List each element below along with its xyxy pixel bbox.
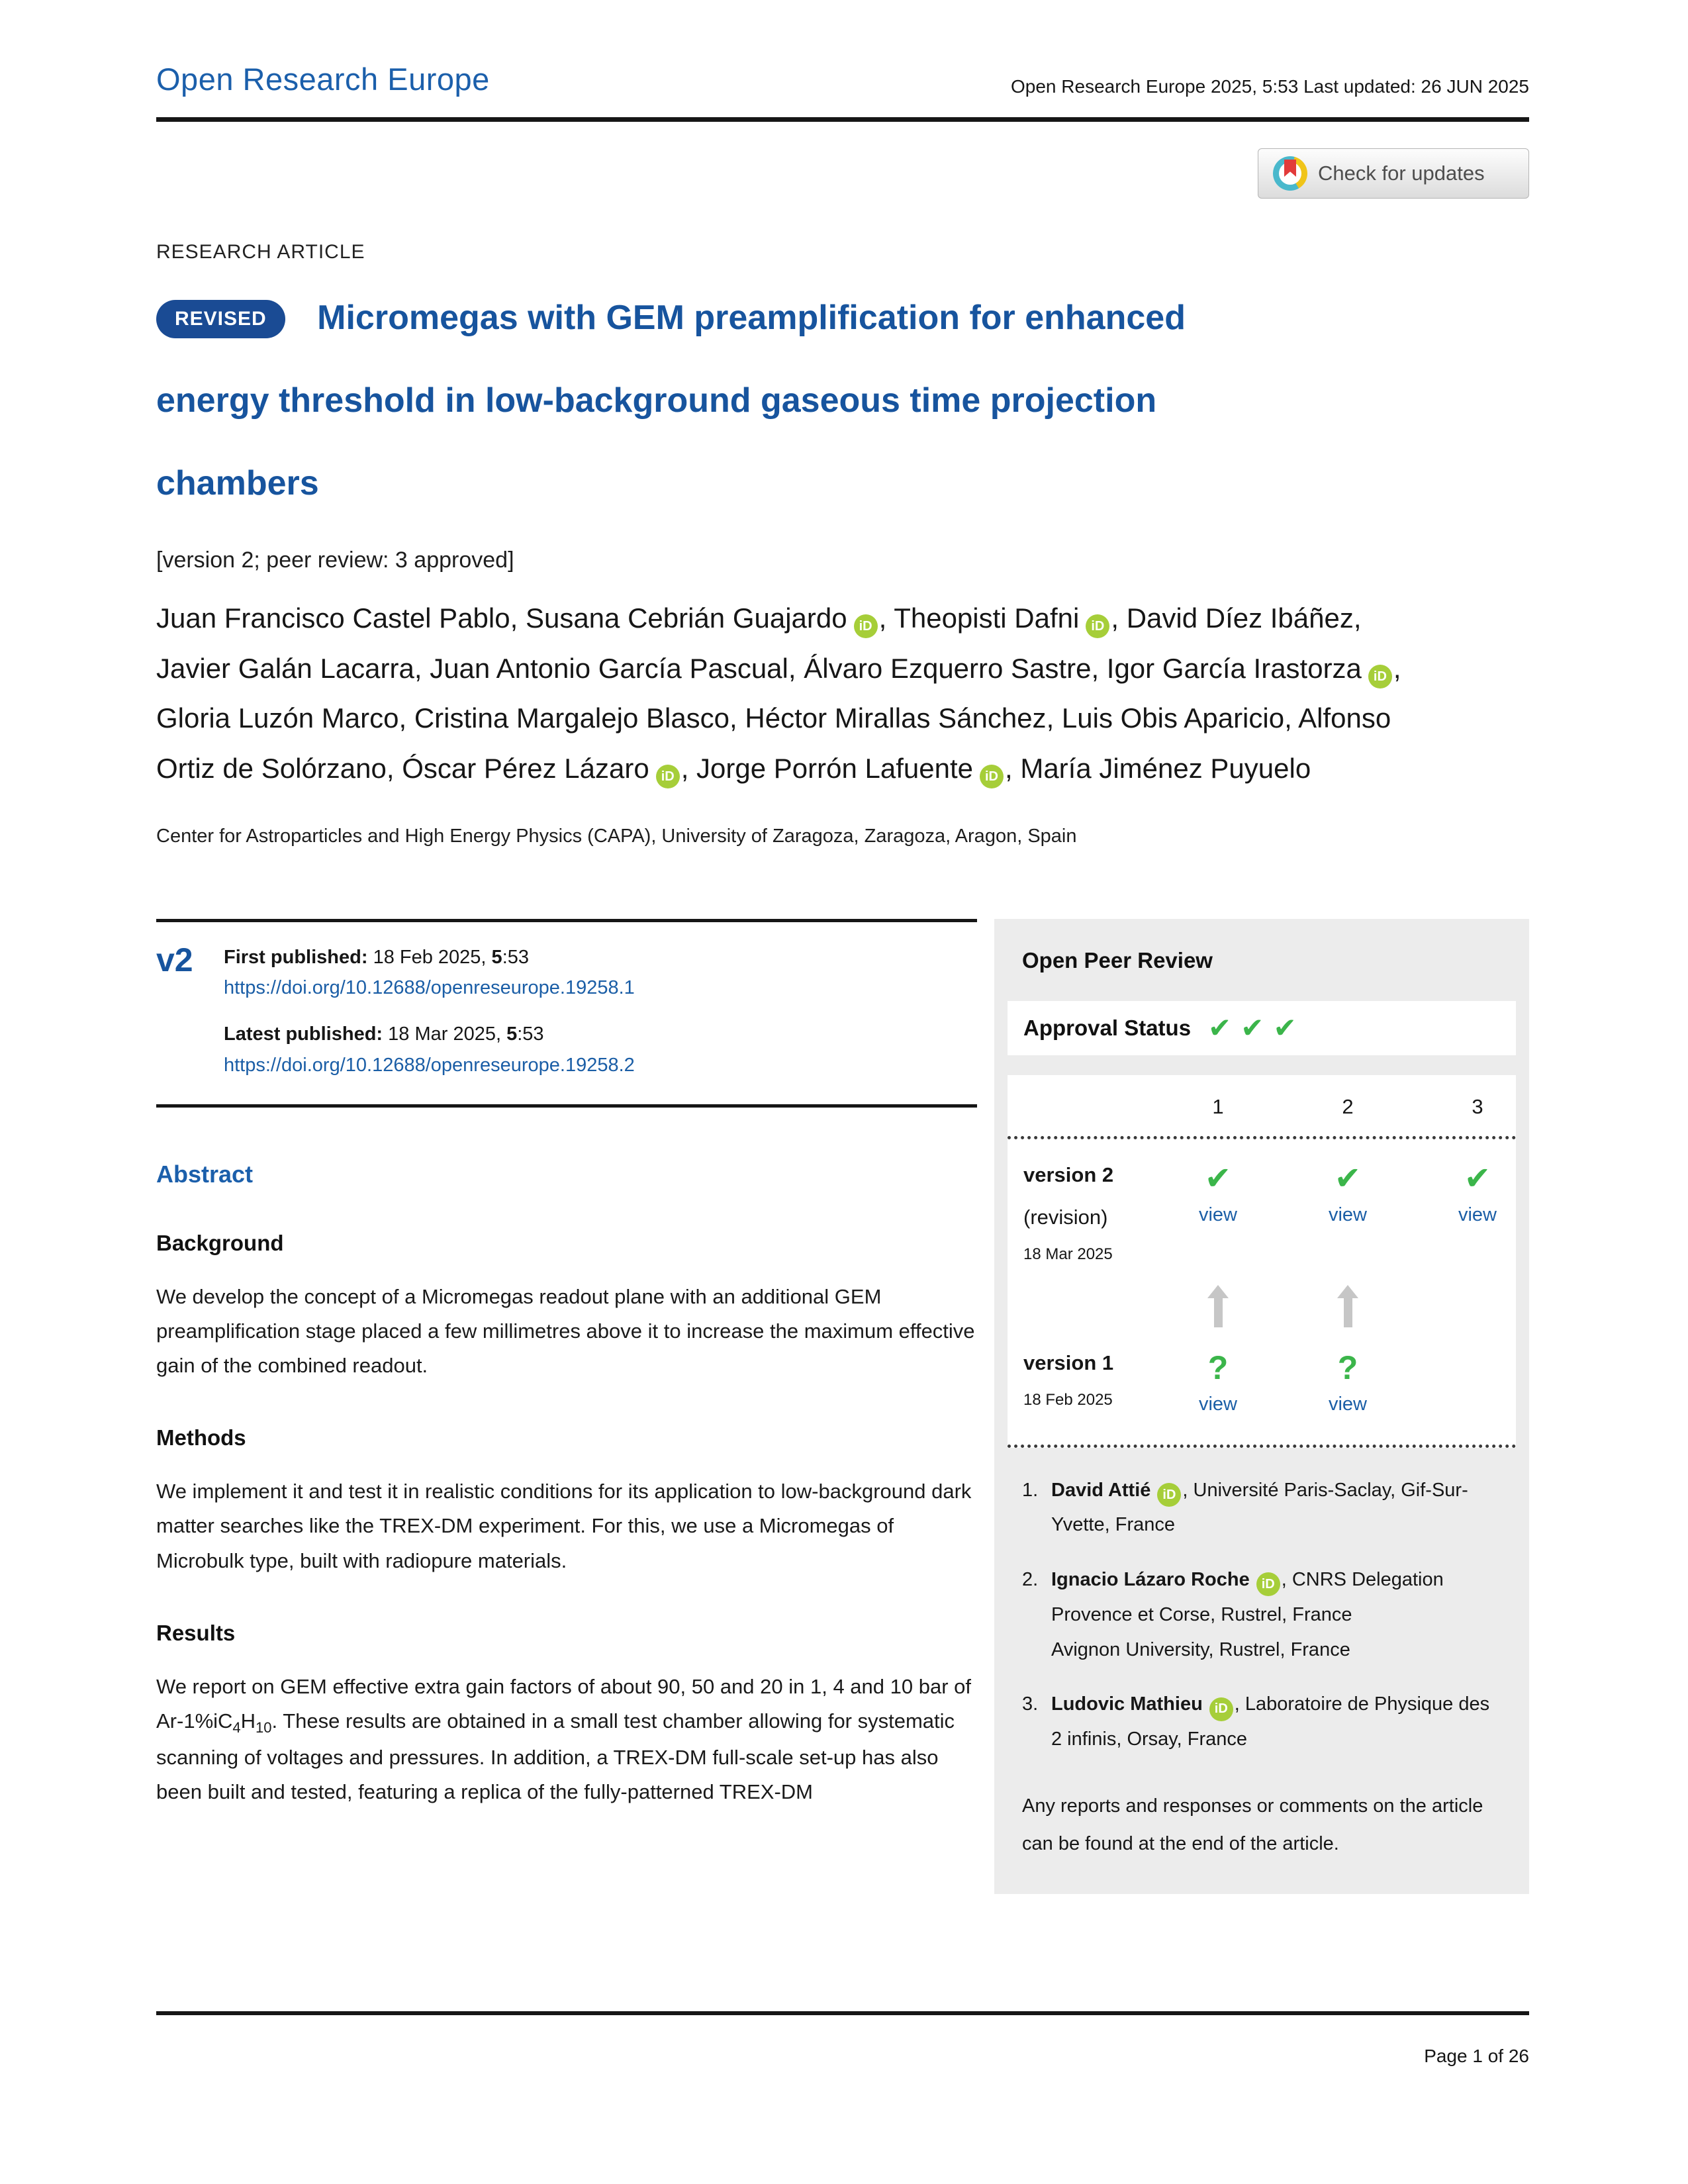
check-icon: ✔ [1273, 1012, 1297, 1043]
page-header [156, 61, 1529, 117]
publication-info-box [156, 919, 977, 1108]
up-arrow-icon [1283, 1285, 1413, 1327]
check-icon: ✔ [1204, 1161, 1232, 1196]
orcid-icon[interactable]: iD [980, 765, 1004, 788]
header-rule [156, 117, 1529, 122]
view-report-link[interactable]: view [1328, 1393, 1367, 1415]
reviewer-affiliation-2: Avignon University, Rustrel, France [1051, 1638, 1350, 1660]
view-report-link[interactable]: view [1328, 1204, 1367, 1225]
first-published-line: First published: 18 Feb 2025, 5:53 [224, 946, 530, 968]
orcid-icon[interactable]: iD [1256, 1572, 1280, 1596]
reviewer-column-2: 2 [1342, 1094, 1354, 1118]
reviewer-column-1: 1 [1212, 1094, 1224, 1118]
author-name: Luis Obis Aparicio [1061, 702, 1285, 734]
background-heading: Background [156, 1231, 284, 1256]
title-line-1: Micromegas with GEM preamplification for enhanced [317, 299, 1186, 337]
title-line-3: chambers [156, 463, 319, 502]
footer-rule [156, 2011, 1529, 2015]
version-2-date: 18 Mar 2025 [1023, 1245, 1113, 1263]
author-name: Alfonso Ortiz de Solórzano [156, 702, 1391, 784]
crossmark-icon [1273, 156, 1307, 191]
check-for-updates-button[interactable] [1258, 148, 1529, 199]
version-note: [version 2; peer review: 3 approved] [156, 547, 514, 573]
approval-status-label: Approval Status [1023, 1015, 1192, 1040]
reviewer-number: 3. [1022, 1693, 1039, 1715]
revision-arrows-row [1008, 1268, 1516, 1347]
check-icon: ✔ [1241, 1012, 1264, 1043]
author-name: Gloria Luzón Marco [156, 702, 399, 734]
orcid-icon[interactable]: iD [1209, 1697, 1233, 1721]
reviewer-affiliation: , Université Paris-Saclay, Gif-Sur-Yvette, France [1051, 1479, 1468, 1536]
author-name: María Jiménez Puyuelo [1020, 753, 1311, 784]
reviewer-affiliation: , CNRS Delegation Provence et Corse, Rustrel, France [1051, 1569, 1444, 1625]
reviewer-affiliation: , Laboratoire de Physique des 2 infinis, Orsay, France [1051, 1693, 1490, 1750]
methods-heading: Methods [156, 1425, 246, 1450]
author-name: Héctor Mirallas Sánchez [745, 702, 1047, 734]
author-name: Juan Francisco Castel Pablo [156, 602, 510, 634]
orcid-icon[interactable]: iD [854, 614, 878, 638]
check-icon: ✔ [1208, 1012, 1232, 1043]
author-name: Álvaro Ezquerro Sastre [804, 652, 1092, 684]
author-name: Susana Cebrián Guajardo [525, 602, 847, 634]
reports-note: Any reports and responses or comments on the article can be found at the end of the article. [1022, 1795, 1483, 1854]
author-name: Óscar Pérez Lázaro [402, 753, 649, 784]
review-version-table [1008, 1075, 1516, 1448]
version-tag: v2 [156, 941, 193, 978]
reviewer-name: Ignacio Lázaro Roche [1051, 1569, 1250, 1591]
open-peer-review-box [994, 919, 1529, 1894]
version-1-date: 18 Feb 2025 [1023, 1390, 1113, 1409]
author-name: David Díez Ibáñez [1126, 602, 1354, 634]
latest-published-line: Latest published: 18 Mar 2025, 5:53 [224, 1023, 544, 1045]
revised-badge: REVISED [156, 300, 285, 338]
question-icon: ? [1207, 1349, 1229, 1386]
author-list: Juan Francisco Castel Pablo, Susana Cebrián Guajardo iD , Theopisti Dafni iD , David Díez Ibáñez, Javier Galán Lacarra, Juan Antonio García Pascual, Álvaro Ezquerro Sastre, Igor García Irastorza iD , Gloria Luzón Marco, Cristina Margalejo Blasco, Héctor Mirallas Sánchez, Luis Obis Aparicio, Alfonso Ortiz de Solórzano, Óscar Pérez Lázaro iD , Jorge Porrón Lafuente iD , María Jiménez Puyuelo [156, 593, 1440, 793]
affiliation: Center for Astroparticles and High Energy Physics (CAPA), University of Zaragoza, Zaragoza, Aragon, Spain [156, 825, 1077, 847]
orcid-icon[interactable]: iD [1157, 1483, 1181, 1507]
latest-doi-link[interactable]: https://doi.org/10.12688/openreseurope.19258.2 [224, 1054, 635, 1076]
reviewer-name: David Attié [1051, 1479, 1151, 1501]
author-name: Jorge Porrón Lafuente [696, 753, 973, 784]
approval-checks [1208, 1014, 1297, 1042]
version-1-row [1008, 1347, 1516, 1445]
view-report-link[interactable]: view [1458, 1204, 1497, 1225]
background-text: We develop the concept of a Micromegas readout plane with an additional GEM preamplification stage placed a few millimetres above it to increase the maximum effective gain of the combined readout. [156, 1285, 975, 1378]
reviewer-name: Ludovic Mathieu [1051, 1693, 1203, 1715]
orcid-icon[interactable]: iD [1086, 614, 1109, 638]
view-report-link[interactable]: view [1198, 1204, 1237, 1225]
version-2-row [1008, 1139, 1516, 1268]
question-icon: ? [1337, 1349, 1358, 1386]
author-name: Juan Antonio García Pascual [430, 652, 788, 684]
version-2-label: version 2 [1023, 1163, 1114, 1186]
reviewer-item [1022, 1562, 1501, 1667]
view-report-link[interactable]: view [1198, 1393, 1237, 1415]
title-line-2: energy threshold in low-background gaseous time projection [156, 381, 1157, 420]
orcid-icon[interactable]: iD [1368, 665, 1392, 688]
article-type-label: RESEARCH ARTICLE [156, 241, 365, 263]
check-icon: ✔ [1464, 1161, 1491, 1196]
reviewer-number: 1. [1022, 1479, 1039, 1501]
check-icon: ✔ [1334, 1161, 1362, 1196]
version-2-qualifier: (revision) [1023, 1205, 1108, 1229]
orcid-icon[interactable]: iD [656, 765, 680, 788]
page-number: Page 1 of 26 [1424, 2046, 1529, 2066]
up-arrow-icon [1153, 1285, 1283, 1327]
results-heading: Results [156, 1620, 236, 1645]
journal-logo: Open Research Europe [156, 62, 490, 97]
abstract-heading: Abstract [156, 1161, 254, 1188]
reviewer-column-3: 3 [1472, 1094, 1483, 1118]
first-doi-link[interactable]: https://doi.org/10.12688/openreseurope.19258.1 [224, 976, 635, 998]
reviewer-list [1022, 1473, 1501, 1757]
page-footer [156, 2011, 1529, 2067]
author-name: Igor García Irastorza [1106, 652, 1362, 684]
approval-status-row [1008, 1001, 1516, 1055]
author-name: Theopisti Dafni [894, 602, 1080, 634]
author-name: Javier Galán Lacarra [156, 652, 414, 684]
reviewer-item [1022, 1687, 1501, 1757]
article-title [156, 277, 1529, 524]
citation-line: Open Research Europe 2025, 5:53 Last updated: 26 JUN 2025 [1011, 76, 1529, 97]
reviewer-columns-header [1008, 1075, 1516, 1139]
open-peer-review-heading: Open Peer Review [1022, 947, 1213, 973]
author-name: Cristina Margalejo Blasco [414, 702, 730, 734]
reviewer-number: 2. [1022, 1569, 1039, 1591]
version-1-label: version 1 [1023, 1351, 1114, 1374]
methods-text: We implement it and test it in realistic conditions for its application to low-background dark matter searches like the TREX-DM experiment. For this, we use a Micromegas of Microbulk type, built with radiopure materials. [156, 1480, 972, 1572]
reviewer-item [1022, 1473, 1501, 1543]
results-text: We report on GEM effective extra gain factors of about 90, 50 and 20 in 1, 4 and 10 bar of $Ar-1\%iC_4H_{10}$. These results are obtained in a small test chamber allowing for systematic scanning of voltages and pressures. In addition, a TREX-DM full-scale set-up has also been built and tested, featuring a replica of the fully-patterned TREX-DM [156, 1674, 972, 1803]
check-for-updates-label: Check for updates [1318, 162, 1485, 185]
